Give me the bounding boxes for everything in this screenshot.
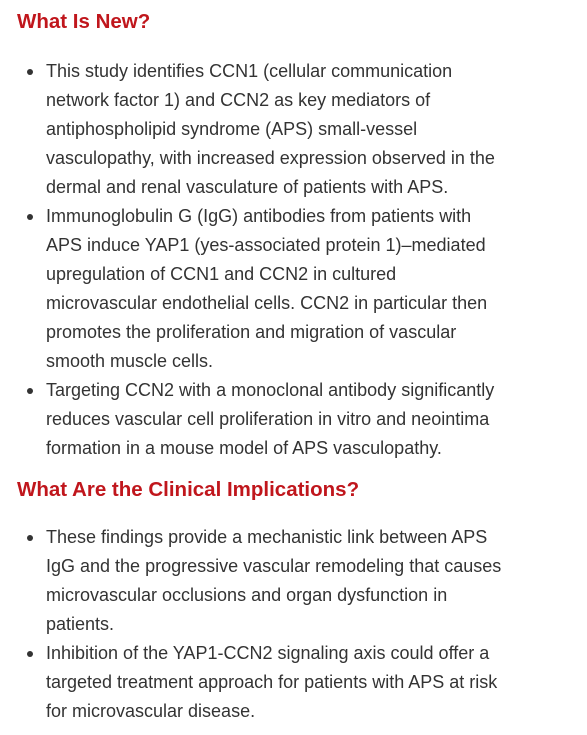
bullet-item (20, 376, 578, 463)
bullet-text-line: microvascular endothelial cells. CCN2 in particular then (46, 293, 488, 313)
bullet-item (20, 57, 578, 202)
bullet-dot-icon (27, 214, 33, 220)
section-heading-what-is-new: What Is New? (17, 10, 151, 33)
bullet-text-line: smooth muscle cells. (46, 351, 214, 371)
bullet-text-line: reduces vascular cell proliferation in vitro and neointima (46, 409, 490, 429)
bullet-text-line: These findings provide a mechanistic link between APS (46, 527, 488, 547)
bullet-text-line: APS induce YAP1 (yes-associated protein 1)–mediated (46, 235, 486, 255)
section-heading-clinical-implications: What Are the Clinical Implications? (17, 478, 360, 501)
bullet-dot-icon (27, 651, 33, 657)
bullet-text-line: IgG and the progressive vascular remodeling that causes (46, 556, 502, 576)
bullet-text-line: targeted treatment approach for patients with APS at risk (46, 672, 498, 692)
bullet-text-line: This study identifies CCN1 (cellular communication (46, 61, 453, 81)
bullet-item (20, 639, 578, 726)
bullet-dot-icon (27, 69, 33, 75)
bullet-text-line: network factor 1) and CCN2 as key mediators of (46, 90, 431, 110)
bullet-text-line: vasculopathy, with increased expression observed in the (46, 148, 495, 168)
bullet-dot-icon (27, 388, 33, 394)
bullet-text-line: patients. (46, 614, 115, 634)
bullet-text-line: antiphospholipid syndrome (APS) small-vessel (46, 119, 418, 139)
bullet-text-line: promotes the proliferation and migration of vascular (46, 322, 457, 342)
bullet-text-line: formation in a mouse model of APS vasculopathy. (46, 438, 442, 458)
bullet-text-line: dermal and renal vasculature of patients with APS. (46, 177, 449, 197)
bullet-item (20, 202, 578, 376)
bullet-text-line: microvascular occlusions and organ dysfunction in (46, 585, 448, 605)
bullet-item (20, 523, 578, 639)
bullet-text-line: upregulation of CCN1 and CCN2 in cultured (46, 264, 397, 284)
what-is-new-list (20, 57, 578, 463)
bullet-text-line: Inhibition of the YAP1-CCN2 signaling axis could offer a (46, 643, 490, 663)
bullet-text-line: Targeting CCN2 with a monoclonal antibody significantly (46, 380, 495, 400)
bullet-text-line: Immunoglobulin G (IgG) antibodies from patients with (46, 206, 472, 226)
bullet-dot-icon (27, 535, 33, 541)
bullet-text-line: for microvascular disease. (46, 701, 256, 721)
clinical-implications-list (20, 523, 578, 726)
